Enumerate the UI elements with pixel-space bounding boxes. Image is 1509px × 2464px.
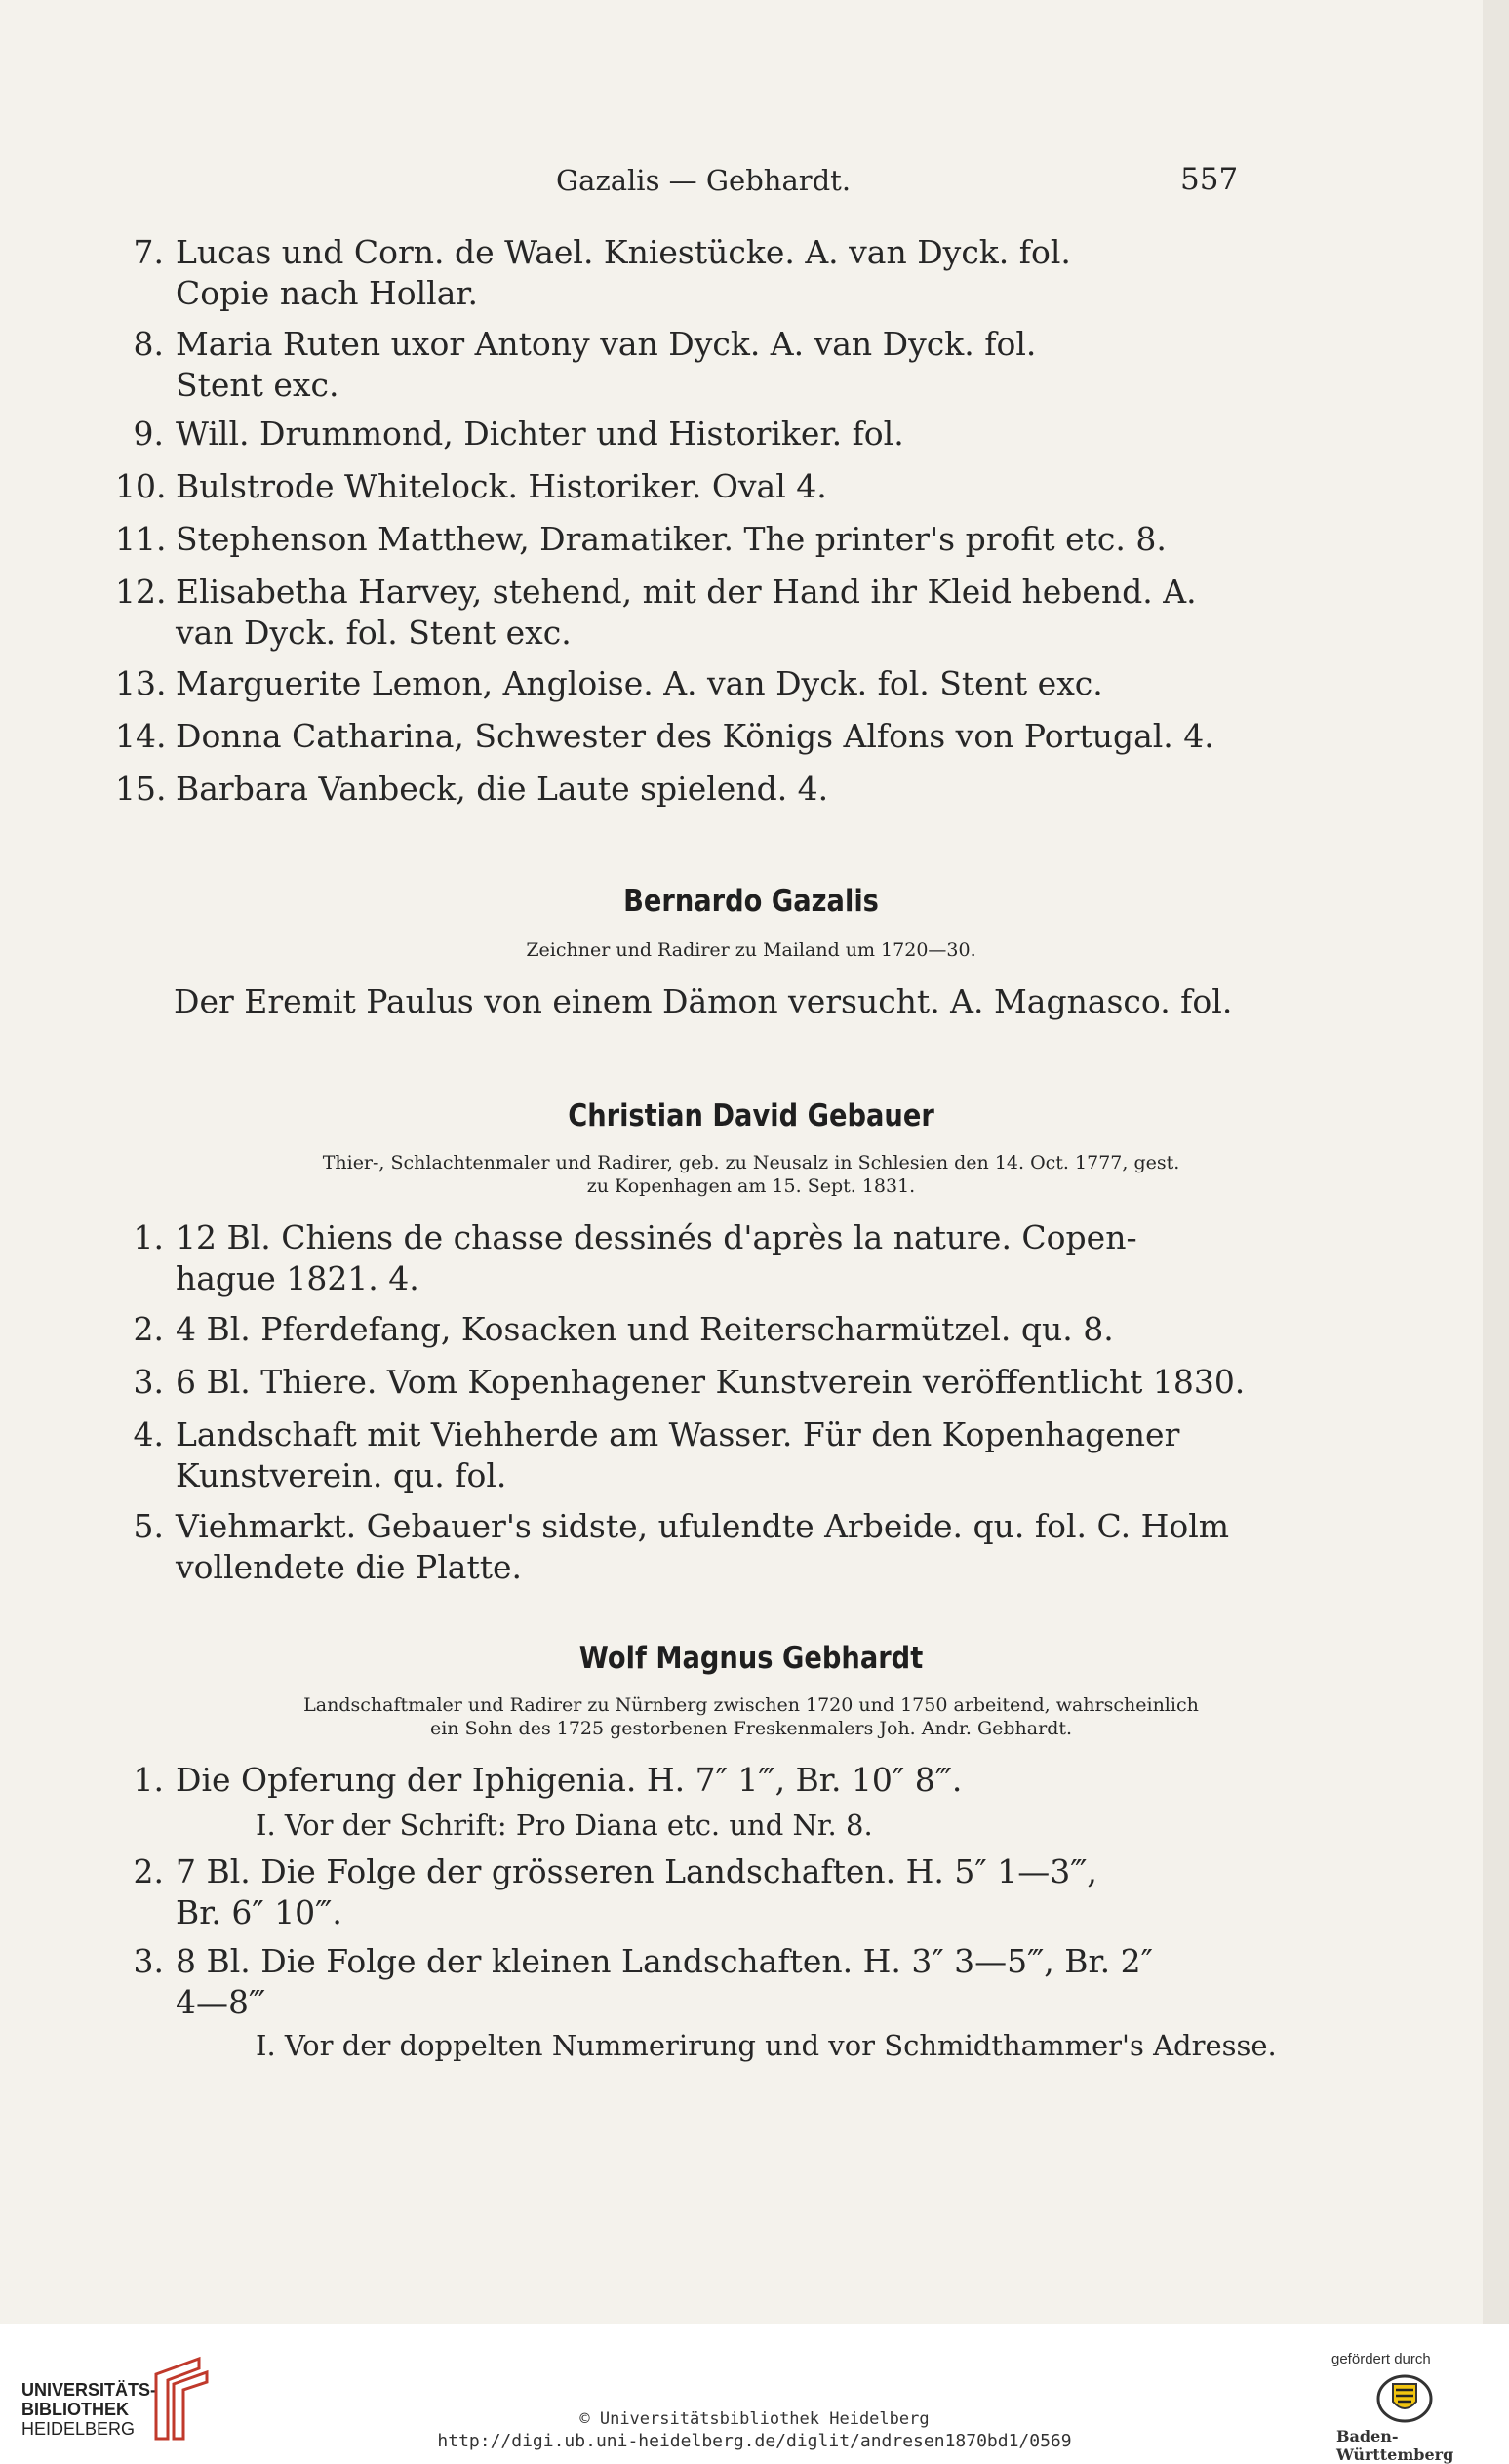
list-item: 2. 4 Bl. Pferdefang, Kosacken und Reiterscharmützel. qu. 8.: [133, 1310, 1114, 1348]
state-coat-of-arms-icon: [1375, 2372, 1434, 2425]
page-number: 557: [1180, 162, 1239, 197]
list-item: 14. Donna Catharina, Schwester des Königs Alfons von Portugal. 4.: [115, 717, 1214, 755]
page-edge: [1483, 0, 1509, 2324]
section-title-gebhardt: Wolf Magnus Gebhardt: [578, 1641, 924, 1676]
section-title-gazalis: Bernardo Gazalis: [623, 884, 879, 919]
list-item-continuation: van Dyck. fol. Stent exc.: [176, 614, 572, 652]
list-item: 13. Marguerite Lemon, Angloise. A. van Dyck. fol. Stent exc.: [115, 664, 1103, 702]
library-name: UNIVERSITÄTS- BIBLIOTHEK HEIDELBERG: [21, 2380, 157, 2439]
section-desc-gebhardt: Landschaftmaler und Radirer zu Nürnberg zwischen 1720 und 1750 arbeitend, wahrscheinlich ein Sohn des 1725 gestorbenen Freskenmalers Joh. Andr. Gebhardt.: [303, 1694, 1199, 1739]
sponsor-name: Baden-Württemberg: [1336, 2427, 1454, 2464]
list-item: 5. Viehmarkt. Gebauer's sidste, ufulendte Arbeide. qu. fol. C. Holm: [133, 1507, 1230, 1545]
list-item-continuation: Stent exc.: [176, 366, 339, 404]
list-item: 8. Maria Ruten uxor Antony van Dyck. A. van Dyck. fol.: [133, 325, 1037, 363]
list-item-continuation: Copie nach Hollar.: [176, 274, 479, 312]
list-item-continuation: hague 1821. 4.: [176, 1259, 419, 1297]
list-item-continuation: Kunstverein. qu. fol.: [176, 1456, 507, 1494]
list-item: 7. Lucas und Corn. de Wael. Kniestücke. A. van Dyck. fol.: [133, 233, 1071, 271]
list-item: 9. Will. Drummond, Dichter und Historiker. fol.: [133, 415, 904, 453]
list-item: 10. Bulstrode Whitelock. Historiker. Oval 4.: [115, 467, 827, 505]
sponsor-label: gefördert durch: [1331, 2351, 1431, 2367]
list-item-state-note: I. Vor der Schrift: Pro Diana etc. und Nr. 8.: [256, 1808, 873, 1842]
list-item: 2. 7 Bl. Die Folge der grösseren Landschaften. H. 5″ 1—3‴,: [133, 1852, 1097, 1890]
section-title-gebauer: Christian David Gebauer: [568, 1098, 934, 1133]
list-item: 1. 12 Bl. Chiens de chasse dessinés d'après la nature. Copen-: [133, 1218, 1137, 1256]
permalink-url[interactable]: http://digi.ub.uni-heidelberg.de/diglit/andresen1870bd1/0569: [437, 2431, 1072, 2451]
list-item-state-note: I. Vor der doppelten Nummerirung und vor Schmidthammer's Adresse.: [256, 2029, 1277, 2062]
list-item: 15. Barbara Vanbeck, die Laute spielend. 4.: [115, 770, 829, 808]
copyright-notice: © Universitätsbibliothek Heidelberg: [579, 2409, 930, 2429]
section-desc-gazalis: Zeichner und Radirer zu Mailand um 1720—30.: [526, 939, 976, 961]
list-item-continuation: vollendete die Platte.: [176, 1548, 523, 1586]
list-item: 12. Elisabetha Harvey, stehend, mit der Hand ihr Kleid hebend. A.: [115, 573, 1197, 611]
list-item: 4. Landschaft mit Viehherde am Wasser. Für den Kopenhagener: [133, 1415, 1180, 1453]
list-item: 3. 8 Bl. Die Folge der kleinen Landschaften. H. 3″ 3—5‴, Br. 2″: [133, 1942, 1153, 1980]
list-item: 1. Die Opferung der Iphigenia. H. 7″ 1‴, Br. 10″ 8‴.: [133, 1761, 963, 1799]
list-item-continuation: Br. 6″ 10‴.: [176, 1893, 342, 1931]
library-logo-icon: [148, 2355, 213, 2443]
list-item: 3. 6 Bl. Thiere. Vom Kopenhagener Kunstverein veröffentlicht 1830.: [133, 1363, 1246, 1401]
running-head-title: Gazalis — Gebhardt.: [556, 164, 852, 197]
list-item-continuation: 4—8‴: [176, 1983, 266, 2021]
list-item: 11. Stephenson Matthew, Dramatiker. The printer's profit etc. 8.: [115, 520, 1167, 558]
gazalis-entry: Der Eremit Paulus von einem Dämon versucht. A. Magnasco. fol.: [174, 982, 1233, 1020]
section-desc-gebauer: Thier-, Schlachtenmaler und Radirer, geb. zu Neusalz in Schlesien den 14. Oct. 1777, gest. zu Kopenhagen am 15. Sept. 1831.: [322, 1152, 1180, 1197]
